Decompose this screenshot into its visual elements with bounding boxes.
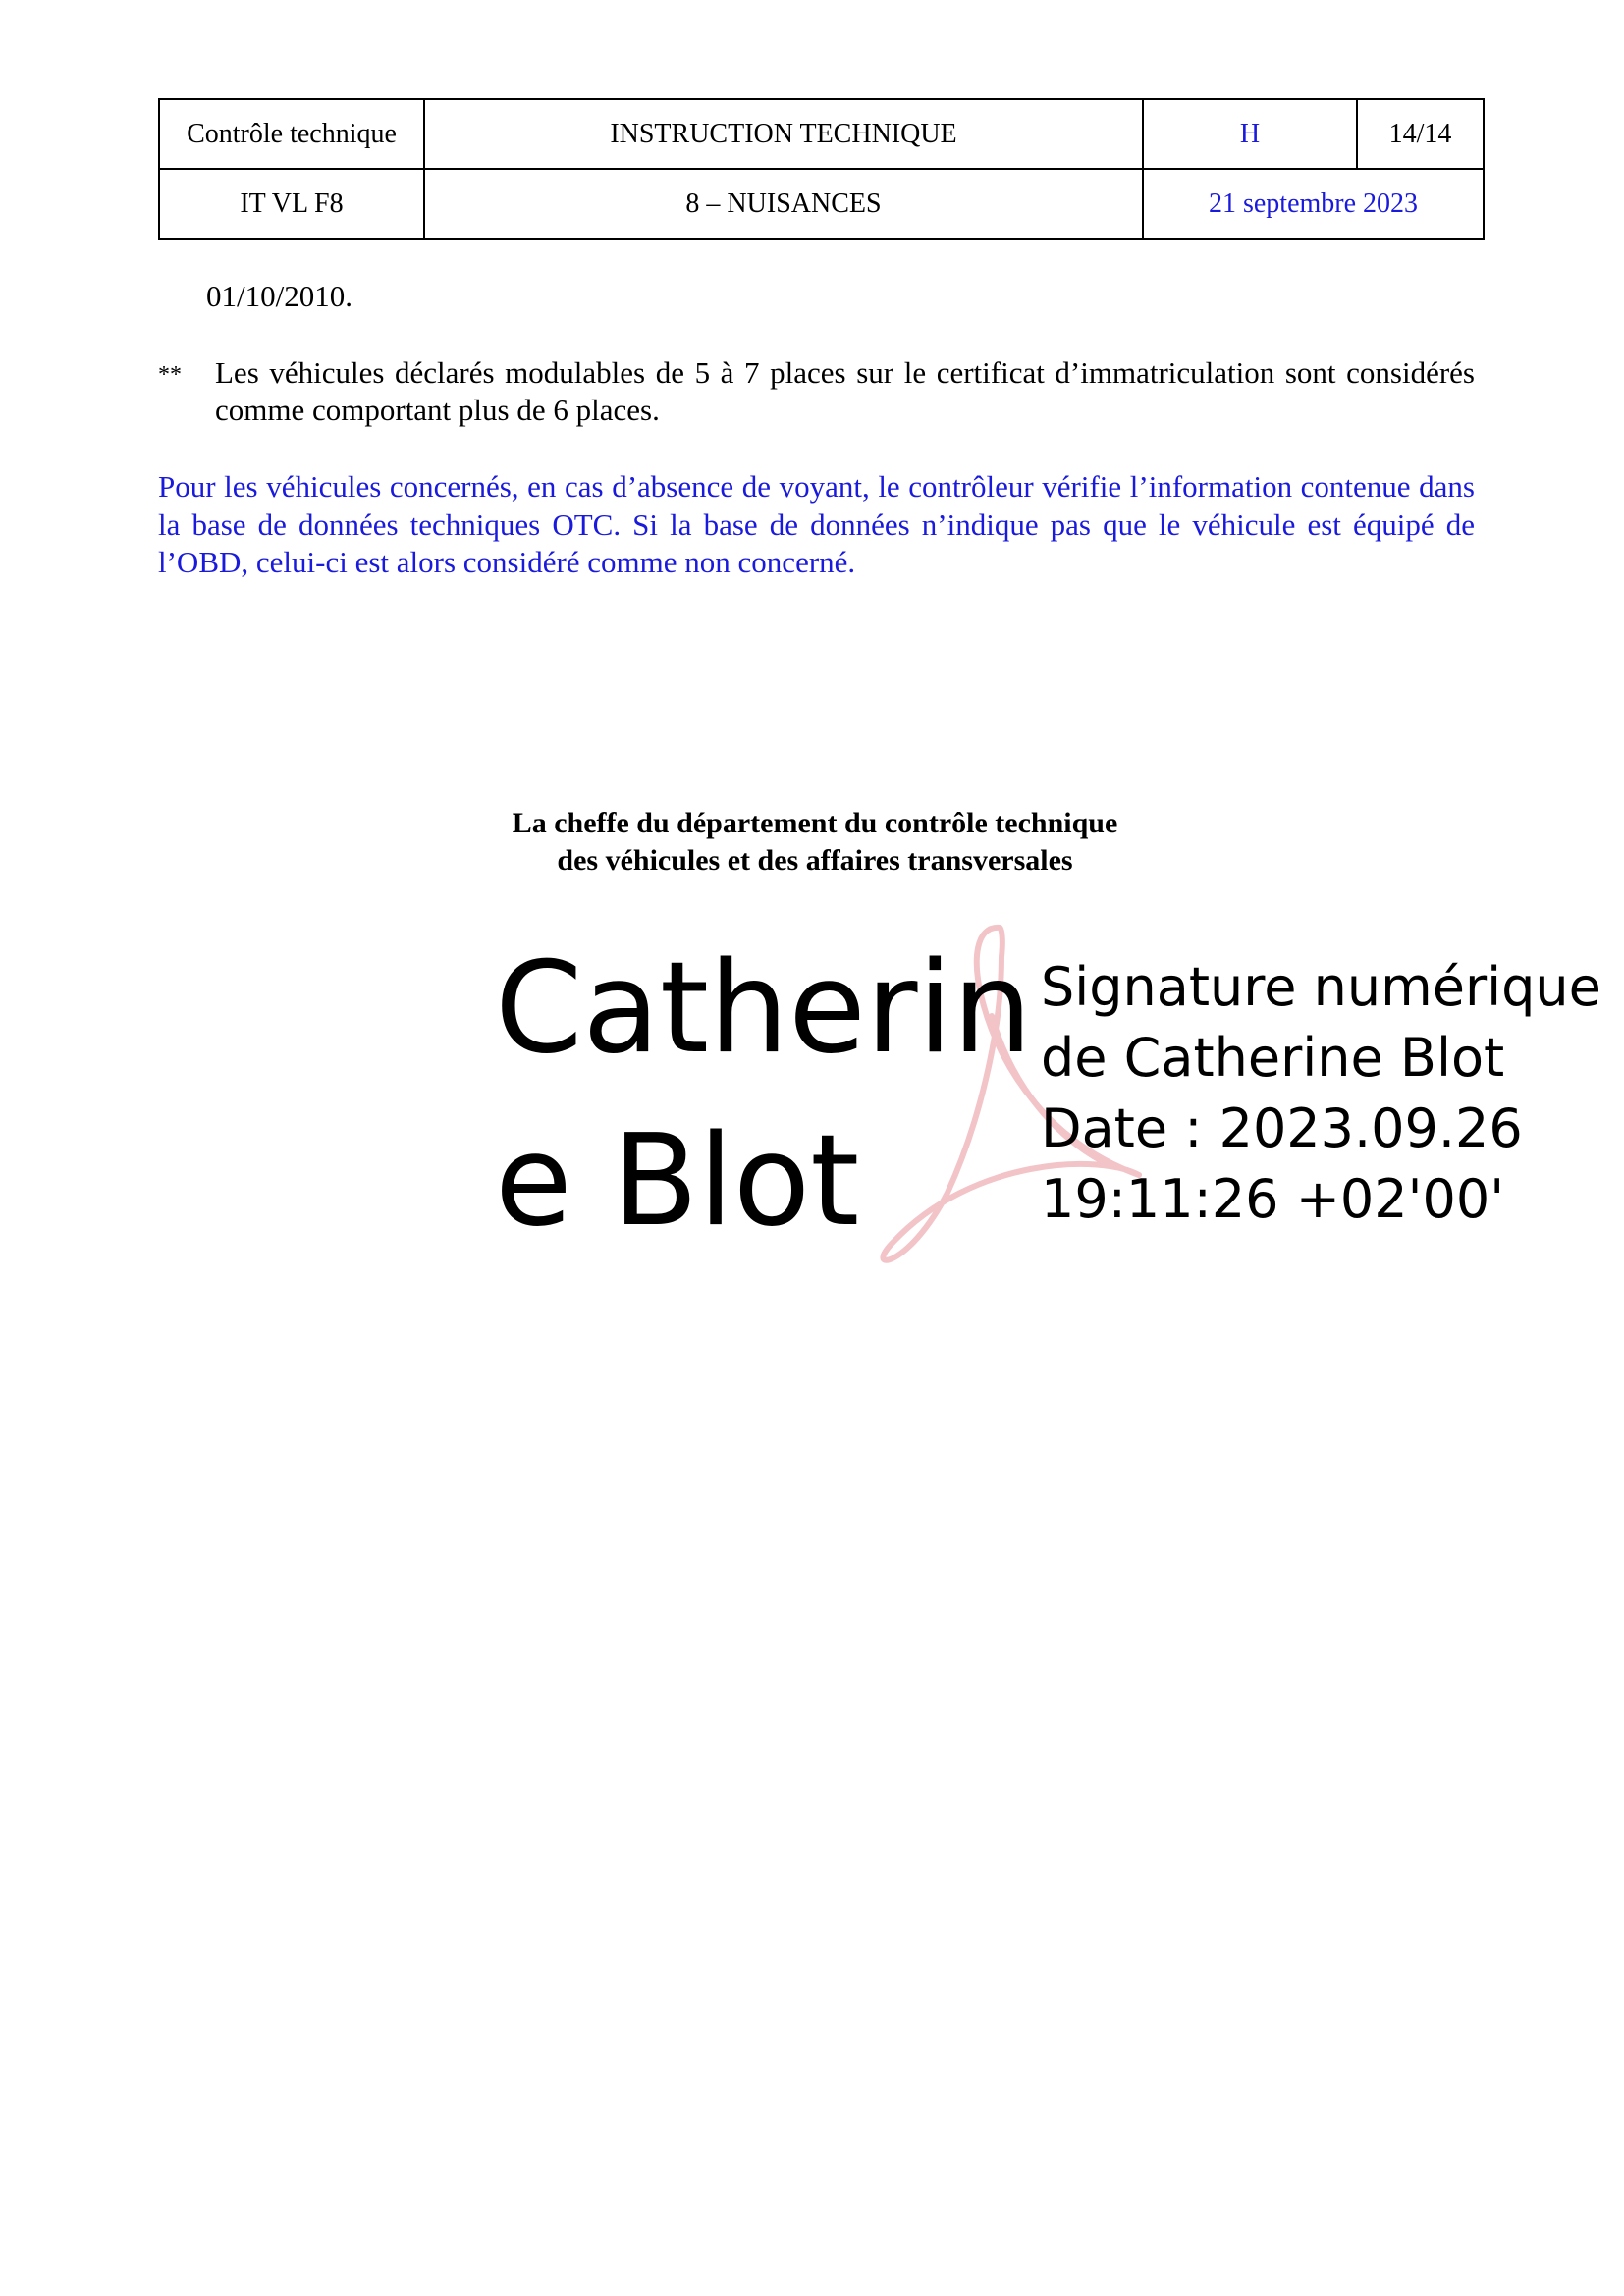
signature-name-line-1: Catherin bbox=[495, 935, 1033, 1082]
header-row-1 bbox=[159, 99, 1484, 169]
signature-detail-signer: de Catherine Blot bbox=[1041, 1027, 1505, 1089]
header-date: 21 septembre 2023 bbox=[1143, 169, 1484, 239]
signature-detail-time: 19:11:26 +02'00' bbox=[1041, 1168, 1505, 1230]
header-page-number: 14/14 bbox=[1357, 99, 1484, 169]
obd-paragraph: Pour les véhicules concernés, en cas d’absence de voyant, le contrôleur vérifie l’information contenue dans la base de données techniques OTC. Si la base de données n’indique pas que le véhicule est équipé de l’OBD, celui-ci est alors considéré comme non concerné. bbox=[158, 469, 1475, 579]
header-domain: Contrôle technique bbox=[159, 99, 424, 169]
footnote-marker: ** bbox=[158, 362, 182, 388]
signature-name-line-2: e Blot bbox=[495, 1108, 860, 1255]
header-revision: H bbox=[1143, 99, 1357, 169]
signer-title-line-2: des véhicules et des affaires transversales bbox=[557, 844, 1073, 877]
signature-details bbox=[1041, 952, 1601, 1235]
signer-title-line-1: La cheffe du département du contrôle technique bbox=[512, 807, 1118, 839]
signature-name bbox=[495, 923, 1032, 1268]
date-line: 01/10/2010. bbox=[206, 279, 352, 313]
signature-detail-date: Date : 2023.09.26 bbox=[1041, 1097, 1523, 1159]
footnote bbox=[158, 354, 1475, 429]
signer-title bbox=[422, 805, 1208, 880]
header-section: 8 – NUISANCES bbox=[424, 169, 1143, 239]
footnote-text: Les véhicules déclarés modulables de 5 à 7 places sur le certificat d’immatriculation sont considérés comme comportant plus de 6 places. bbox=[215, 355, 1475, 427]
signature-detail-label: Signature numérique bbox=[1041, 956, 1601, 1018]
header-doc-type: INSTRUCTION TECHNIQUE bbox=[424, 99, 1143, 169]
header-row-2 bbox=[159, 169, 1484, 239]
header-reference: IT VL F8 bbox=[159, 169, 424, 239]
document-header-table bbox=[158, 98, 1485, 240]
